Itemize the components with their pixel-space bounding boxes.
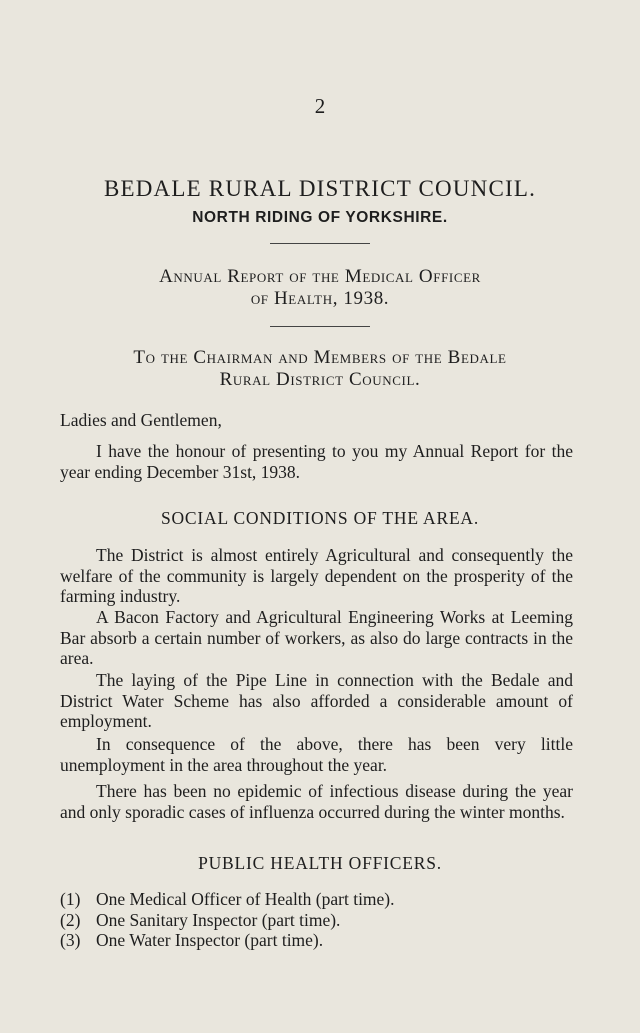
page-number: 2 [314, 94, 326, 118]
intro-paragraph: I have the honour of presenting to you my Annual Report for the year ending December 31st, 1938. [60, 441, 573, 482]
report-title [0, 266, 640, 310]
county-subtitle: NORTH RIDING OF YORKSHIRE. [192, 209, 448, 226]
list-item-number: (2) [60, 909, 81, 930]
body-paragraph: The laying of the Pipe Line in connection with the Bedale and District Water Scheme has also afforded a considerable amount of employment. [60, 670, 573, 731]
body-paragraph: The District is almost entirely Agricultural and consequently the welfare of the community is largely dependent on the prosperity of the farming industry. [60, 545, 573, 606]
council-title: BEDALE RURAL DISTRICT COUNCIL. [103, 176, 537, 201]
divider-rule [270, 326, 370, 327]
list-item [60, 889, 573, 910]
list-item-number: (3) [60, 930, 81, 950]
divider-rule [270, 243, 370, 244]
list-item [60, 910, 573, 931]
address-block [0, 347, 640, 391]
body-paragraph: There has been no epidemic of infectious disease during the year and only sporadic cases of influenza occurred during the winter months. [60, 781, 573, 822]
section-heading: SOCIAL CONDITIONS OF THE AREA. [160, 508, 480, 528]
list-item [60, 930, 573, 951]
list-item-number: (1) [60, 889, 81, 909]
address-line: Rural District Council. [219, 369, 421, 390]
list-item-text: One Medical Officer of Health (part time). [96, 889, 395, 909]
report-title-line: Annual Report of the Medical Officer [159, 266, 481, 287]
list-item-text: One Sanitary Inspector (part time). [96, 909, 341, 930]
address-line: To the Chairman and Members of the Bedale [133, 347, 507, 368]
body-paragraph: In consequence of the above, there has been very little unemployment in the area throughout the year. [60, 734, 573, 775]
section-heading: PUBLIC HEALTH OFFICERS. [198, 853, 442, 873]
report-title-line: of Health, 1938. [250, 288, 390, 309]
salutation: Ladies and Gentlemen, [60, 410, 222, 430]
list-item-text: One Water Inspector (part time). [96, 930, 324, 950]
body-paragraph: A Bacon Factory and Agricultural Engineering Works at Leeming Bar absorb a certain number of workers, as also do large contracts in the area. [60, 607, 573, 668]
officers-list [60, 889, 573, 951]
